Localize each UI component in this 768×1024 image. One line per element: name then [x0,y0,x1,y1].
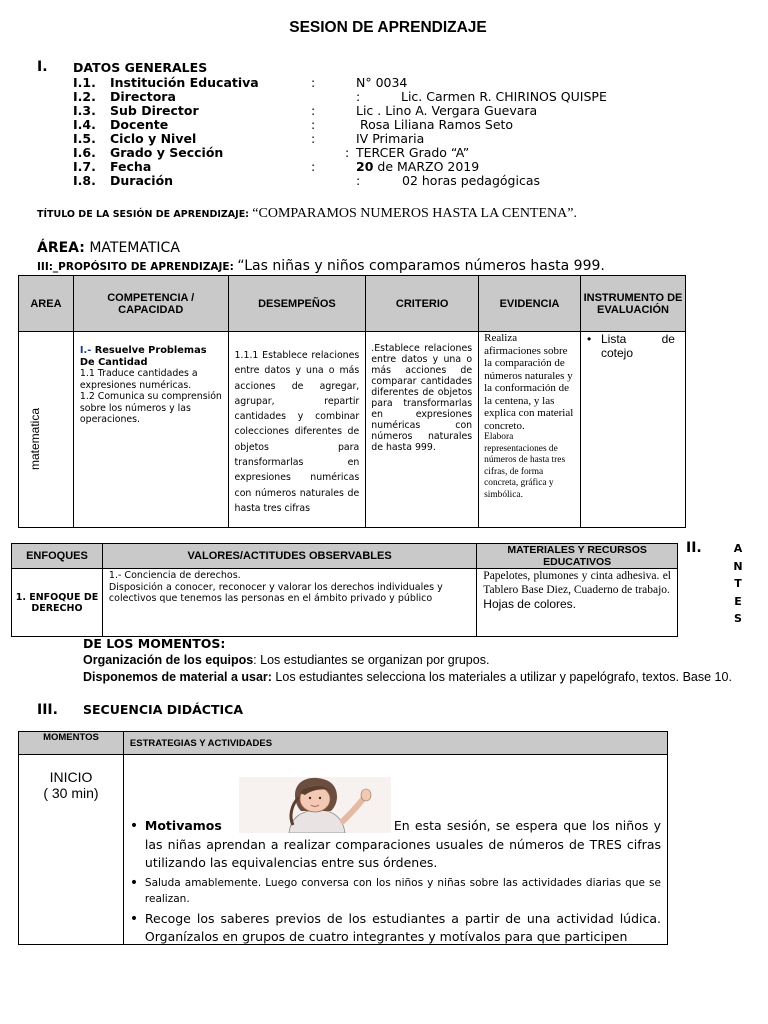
dg-row-subdirector [73,104,693,118]
dg-colon: : [311,131,316,146]
criterio-cell: .Establece relaciones entre datos y una o más acciones de comparar cantidades diferentes de objetos para transformarlas en expresiones numéricas con números naturales de hasta 999. [366,332,479,528]
evidencia-text-a: Realiza afirmaciones sobre la comparación de números naturales y la conformación de la centena, y las explica con material concreto. [484,332,574,432]
dg-colon: : [356,173,361,188]
antes-letter: S [734,612,742,625]
dg-num: I.7. [73,159,96,174]
materiales-cell [477,569,678,637]
competency-items: 1.1 Traduce cantidades a expresiones numéricas. 1.2 Comunica su comprensión sobre los números y las operaciones. [79,368,222,425]
section-1-number: I. [37,59,48,75]
enfoque-cell: 1. ENFOQUE DE DERECHO [12,569,103,637]
dg-value: N° 0034 [356,75,408,90]
materiales-text-b: Hojas de colores. [483,597,577,611]
col-header-area: AREA [19,276,74,332]
col-header-instrumento: INSTRUMENTO DE EVALUACIÓN [580,276,685,332]
dg-label: Grado y Sección [110,145,224,160]
evidencia-cell [479,332,581,528]
col-header-criterio: CRITERIO [366,276,479,332]
dg-num: I.4. [73,117,96,132]
instrumento-text: Lista de cotejo [600,332,675,360]
dg-colon: : [356,89,361,104]
dg-label: Directora [110,89,176,104]
section-3-number: III. [37,702,58,718]
dg-num: I.8. [73,173,96,188]
desempeno-cell: 1.1.1 Establece relaciones entre datos y una o más acciones de agregar, agrupar, repartir cantidades y combinar colecciones diferentes de objetos para transformarlas en expresiones numéricas con números naturales de hasta tres cifras [228,332,366,528]
competency-table [18,275,686,528]
evidencia-text-b: Elabora representaciones de números de hasta tres cifras, de forma concreta, gráfica y simbólica. [484,432,566,500]
col-header-estrategias: ESTRATEGIAS Y ACTIVIDADES [123,732,667,755]
dg-label: Institución Educativa [110,75,259,90]
fecha-month-year: de MARZO 2019 [373,159,480,174]
dg-value [356,160,479,174]
material-line [83,669,743,685]
organizacion-line [83,653,743,667]
dg-row-duracion [73,174,693,188]
dg-row-institucion [73,76,693,90]
inicio-label: INICIO [49,769,93,785]
dg-row-directora [73,90,693,104]
dg-value: Lic. Carmen R. CHIRINOS QUISPE [401,89,607,104]
organizacion-text: : Los estudiantes se organizan por grupos. [253,653,490,667]
area-value: MATEMATICA [84,240,180,256]
col-header-enfoques: ENFOQUES [12,544,103,569]
col-header-materiales: MATERIALES Y RECURSOS EDUCATIVOS [477,544,678,569]
materiales-text-a: Papelotes, plumones y cinta adhesiva. el Tablero Base Diez, Cuaderno de trabajo. [483,570,671,596]
dg-row-ciclo [73,132,693,146]
section-2-number: II. [686,540,702,556]
fecha-day: 20 [356,159,374,174]
dg-num: I.3. [73,103,96,118]
activity-1-text: En esta sesión, se espera que los niños y las niñas aprendan a realizar comparaciones usuales de números de TRES cifras utilizando las equivalencias entre sus órdenes. [144,818,661,870]
dg-value: 02 horas pedagógicas [402,173,540,188]
session-title [37,206,577,222]
enfoques-table [11,543,678,637]
area-cell [19,332,74,528]
session-title-label: TÍTULO DE LA SESIÓN DE APRENDIZAJE: [37,209,253,220]
col-header-competencia: COMPETENCIA / CAPACIDAD [73,276,228,332]
area-label: ÁREA: [37,240,85,256]
antes-letter: T [734,577,742,590]
dg-colon: : [311,117,316,132]
dg-num: I.5. [73,131,96,146]
dg-label: Docente [110,117,169,132]
inicio-cell [19,755,124,945]
col-header-valores: VALORES/ACTITUDES OBSERVABLES [102,544,476,569]
material-text: Los estudiantes selecciona los materiales a utilizar y papelógrafo, textos. Base 10. [271,670,732,684]
dg-label: Ciclo y Nivel [110,131,197,146]
col-header-momentos: MOMENTOS [19,732,124,755]
dg-num: I.6. [73,145,96,160]
activities-cell [123,755,667,945]
dg-colon: : [311,75,316,90]
instrumento-item [587,332,675,360]
dg-value: Lic . Lino A. Vergara Guevara [356,103,538,118]
purpose-line [37,258,605,274]
secuencia-heading: SECUENCIA DIDÁCTICA [83,702,243,717]
dg-value: Rosa Liliana Ramos Seto [360,117,514,132]
session-title-value: “COMPARAMOS NUMEROS HASTA LA CENTENA”. [252,206,577,221]
bullet-icon: • [586,332,592,346]
valores-cell: 1.- Conciencia de derechos. Disposición a conocer, reconocer y valorar los derechos individuales y colectivos que tenemos las personas en el ámbito privado y público [102,569,476,637]
dg-value: IV Primaria [356,131,425,146]
dg-num: I.1. [73,75,96,90]
datos-generales-heading: DATOS GENERALES [73,60,208,75]
inicio-time: ( 30 min) [43,785,99,801]
activities-list [130,817,661,947]
dg-colon: : [345,145,350,160]
instrumento-cell [580,332,685,528]
activity-saluda: • Saluda amablemente. Luego conversa con los niños y niñas sobre las actividades diarias que se realizan. [130,875,661,908]
dg-row-docente [73,118,693,132]
dg-label: Duración [110,173,174,188]
dg-row-grado [73,146,693,160]
antes-vertical-word [732,540,744,628]
col-header-evidencia: EVIDENCIA [479,276,581,332]
dg-row-fecha [73,160,693,174]
antes-letter: A [733,542,743,555]
motivamos-label: Motivamos [144,818,222,833]
material-label: Disponemos de material a usar: [83,670,272,684]
competency-title-text: Resuelve Problemas De Cantidad [79,345,207,368]
moments-heading: DE LOS MOMENTOS: [83,636,226,651]
sequence-table [18,731,668,945]
dg-colon: : [311,103,316,118]
purpose-label: III:_PROPÓSITO DE APRENDIZAJE: [37,261,238,273]
competencia-cell [73,332,228,528]
activity-saberes: • Recoge los saberes previos de los estudiantes a partir de una actividad lúdica. Organízalos en grupos de cuatro integrantes y motívalos para que participen [130,910,661,947]
dg-num: I.2. [73,89,96,104]
page-title: SESION DE APRENDIZAJE [289,19,487,36]
col-header-desempenos: DESEMPEÑOS [228,276,366,332]
organizacion-label: Organización de los equipos [83,653,254,667]
dg-label: Sub Director [110,103,199,118]
dg-colon: : [311,159,316,174]
dg-value: TERCER Grado “A” [356,145,470,160]
activity-motivamos [130,817,661,873]
dg-label: Fecha [110,159,152,174]
purpose-value: “Las niñas y niños comparamos números hasta 999. [237,258,605,274]
area-vertical-label: matematica [28,407,42,470]
antes-letter: N [733,559,743,573]
competency-title [80,345,224,368]
competency-title-num: I.- [79,345,92,356]
antes-letter: E [734,594,742,608]
area-line [37,240,180,256]
datos-generales-list [73,76,693,196]
